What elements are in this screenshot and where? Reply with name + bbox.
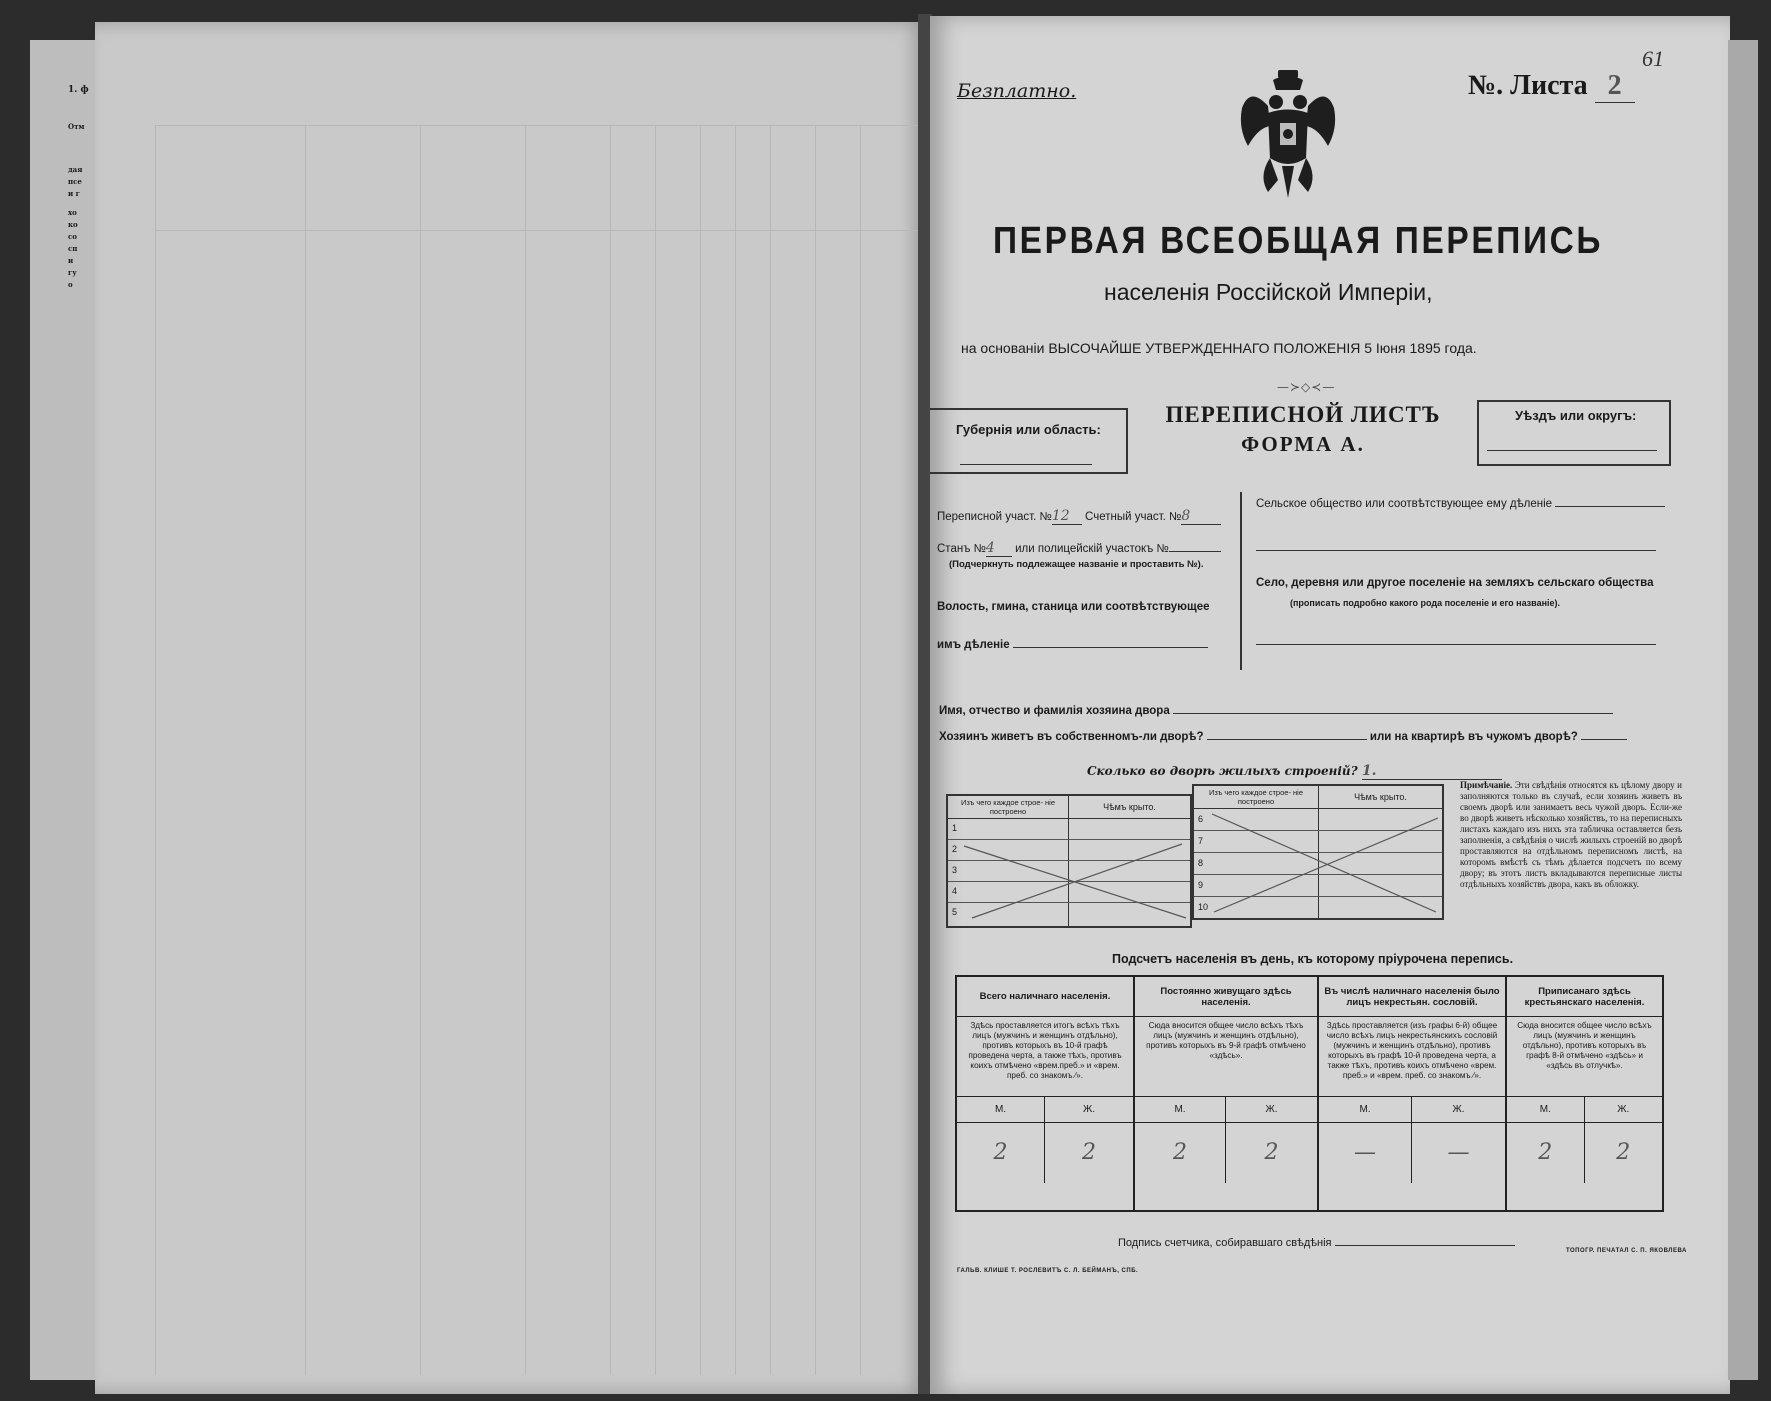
male-count: — bbox=[1319, 1123, 1412, 1183]
roof-header: Чѣмъ крыто. bbox=[1354, 792, 1407, 802]
row-number: 5 bbox=[952, 907, 958, 917]
male-header: М. bbox=[1507, 1097, 1585, 1123]
stan-field bbox=[937, 540, 1221, 557]
buildings-count-label: Сколько во дворѣ жилыхъ строеній? bbox=[1087, 764, 1358, 778]
female-header: Ж. bbox=[1045, 1097, 1133, 1123]
police-label: или полицейскій участокъ № bbox=[1015, 543, 1169, 555]
signature-label: Подпись счетчика, собиравшаго свѣдѣнія bbox=[1118, 1237, 1332, 1249]
underlying-page-text: 1. ф bbox=[68, 85, 89, 95]
society-value bbox=[1256, 528, 1656, 551]
col-description: Здѣсь проставляется итогъ всѣхъ тѣхъ лицъ (мужчинъ и женщинъ отдѣльно), противъ которыхъ въ 10-й графѣ проведена черта, а также тѣхъ, противъ коихъ отмѣчено «врем.преб.» и «врем. преб. со знакомъ ⁄». bbox=[957, 1017, 1133, 1097]
underlying-page-text: ко bbox=[68, 220, 78, 229]
underlying-page-text: о bbox=[68, 280, 73, 289]
population-col-permanent bbox=[1135, 977, 1319, 1210]
underlying-page-text: и г bbox=[68, 189, 80, 198]
underlying-page-text: со bbox=[68, 232, 77, 241]
stan-label: Станъ № bbox=[937, 543, 986, 555]
rent-label: или на квартирѣ въ чужомъ дворѣ? bbox=[1369, 731, 1578, 743]
female-count: 2 bbox=[1616, 1140, 1631, 1165]
rent-value bbox=[1581, 739, 1627, 740]
residence-field bbox=[939, 731, 1627, 743]
lives-value bbox=[1207, 739, 1367, 740]
buildings-count-field bbox=[1087, 763, 1502, 780]
volost-label-2: имъ дѣленіе bbox=[937, 639, 1010, 651]
village-value bbox=[1256, 622, 1656, 645]
male-count: 2 bbox=[1507, 1123, 1585, 1183]
female-header: Ж. bbox=[1412, 1097, 1505, 1123]
col-description: Сюда вносится общее число всѣхъ лицъ (мужчинъ и женщинъ отдѣльно), противъ которыхъ въ графѣ 8-й отмѣчено «здѣсь» и «здѣсь въ отлучкѣ». bbox=[1507, 1017, 1662, 1097]
underlying-page-text: дая bbox=[68, 165, 83, 174]
material-header: Изъ чего каждое строе- ніе построено bbox=[1208, 788, 1304, 806]
owner-label: Имя, отчество и фамилія хозяина двора bbox=[939, 705, 1170, 717]
gubernia-value bbox=[960, 446, 1092, 465]
female-header: Ж. bbox=[1226, 1097, 1317, 1123]
census-area-label: Переписной участ. № bbox=[937, 511, 1052, 523]
population-title: Подсчетъ населенія въ день, къ которому пріурочена перепись. bbox=[1112, 952, 1514, 966]
form-name: ФОРМА А. bbox=[1241, 432, 1365, 456]
male-header: М. bbox=[1319, 1097, 1412, 1123]
sheet-heading bbox=[1128, 402, 1478, 470]
society-field bbox=[1256, 498, 1665, 510]
count-area-value: 8 bbox=[1181, 508, 1221, 525]
underlying-page-text: сп bbox=[68, 244, 78, 253]
col-description: Сюда вносится общее число всѣхъ тѣхъ лицъ (мужчинъ и женщинъ отдѣльно), противъ которыхъ въ 9-й графѣ отмѣчено «здѣсь». bbox=[1135, 1017, 1317, 1097]
row-number: 4 bbox=[952, 886, 958, 896]
cross-out-mark bbox=[962, 842, 1188, 922]
society-label: Сельское общество или соотвѣтствующее ему дѣленіе bbox=[1256, 498, 1553, 510]
ornament-divider: —≻◇≺— bbox=[1277, 380, 1336, 394]
col-header: Всего наличнаго населенія. bbox=[957, 977, 1133, 1017]
male-count: 2 bbox=[957, 1123, 1045, 1183]
left-page-bleed-grid bbox=[155, 125, 920, 1375]
sheet-number-value: 2 bbox=[1595, 70, 1635, 103]
population-col-non-peasant bbox=[1319, 977, 1507, 1210]
note-label: Примѣчаніе. bbox=[1460, 780, 1513, 790]
free-of-charge-label: Безплатно. bbox=[957, 80, 1077, 102]
imperial-eagle-emblem bbox=[1238, 68, 1338, 203]
buildings-table-right bbox=[1192, 784, 1444, 920]
male-count: 2 bbox=[1135, 1123, 1226, 1183]
legal-basis-text: на основаніи ВЫСОЧАЙШЕ УТВЕРЖДЕННАГО ПОЛОЖЕНІЯ 5 Іюня 1895 года. bbox=[961, 340, 1477, 356]
population-col-registered-peasants bbox=[1507, 977, 1662, 1210]
female-count: — bbox=[1447, 1140, 1470, 1165]
note-body: Эти свѣдѣнія относятся къ цѣлому двору и заполняются только въ случаѣ, если хозяинъ живетъ въ своемъ дворѣ или занимаетъ весь чужой дворъ. Если-же во дворѣ живетъ нѣсколько хозяйствъ, то на переписныхъ листахъ каждаго изъ нихъ эта табличка оставляется безъ заполненія, а свѣдѣнія о числѣ жилыхъ строеній во дворѣ проставляются на отдѣльномъ переписномъ листѣ, на которомъ вмѣстѣ съ тѣмъ дѣлается подсчетъ по всему двору; въ этотъ листъ вкладываются переписные листы отдѣльныхъ хозяйствъ двора, какъ въ обложку. bbox=[1460, 780, 1682, 889]
sheet-title: ПЕРЕПИСНОЙ ЛИСТЪ bbox=[1165, 402, 1441, 427]
row-number: 8 bbox=[1198, 858, 1204, 868]
page-number: 61 bbox=[1642, 46, 1664, 71]
male-header: М. bbox=[957, 1097, 1045, 1123]
female-count: 2 bbox=[1264, 1140, 1279, 1165]
stan-value: 4 bbox=[986, 540, 1012, 557]
count-area-label: Счетный участ. № bbox=[1085, 511, 1182, 523]
row-number: 6 bbox=[1198, 814, 1204, 824]
col-header: Приписанаго здѣсь крестьянскаго населенія. bbox=[1507, 977, 1662, 1017]
underlying-page-text: хо bbox=[68, 208, 77, 217]
lives-label: Хозяинъ живетъ въ собственномъ-ли дворѣ? bbox=[939, 731, 1204, 743]
col-header: Постоянно живущаго здѣсь населенія. bbox=[1135, 977, 1317, 1017]
signature-field bbox=[1118, 1237, 1515, 1249]
fields-divider bbox=[1240, 492, 1242, 670]
page-subtitle: населенія Россійской Имперіи, bbox=[1104, 279, 1433, 305]
col-description: Здѣсь проставляется (изъ графы 6-й) общее число всѣхъ лицъ некрестьянскихъ сословій (мужчинъ и женщинъ отдѣльно), противъ которыхъ въ графѣ 10-й проведена черта, а также тѣхъ, противъ коихъ отмѣчено «врем. преб.» и «врем. преб. со знакомъ ⁄». bbox=[1319, 1017, 1505, 1097]
female-count: 2 bbox=[1082, 1140, 1096, 1165]
underlying-page-text: и bbox=[68, 256, 74, 265]
uezd-label: Уѣздъ или округъ: bbox=[1515, 408, 1637, 423]
material-header: Изъ чего каждое строе- ніе построено bbox=[960, 798, 1056, 816]
female-header: Ж. bbox=[1585, 1097, 1663, 1123]
printer-imprint-left: ГАЛЬВ. КЛИШЕ Т. РОСЛЕВИТЪ С. Л. БЕЙМАНЪ, СПБ. bbox=[957, 1268, 1139, 1274]
police-value bbox=[1169, 551, 1221, 552]
uezd-value bbox=[1487, 432, 1657, 451]
population-col-total bbox=[957, 977, 1135, 1210]
owner-value bbox=[1173, 713, 1613, 714]
row-number: 7 bbox=[1198, 836, 1204, 846]
gubernia-box bbox=[930, 408, 1128, 474]
roof-header: Чѣмъ крыто. bbox=[1103, 802, 1156, 812]
signature-value bbox=[1335, 1245, 1515, 1246]
underline-hint: (Подчеркнуть подлежащее названіе и проставить №). bbox=[949, 559, 1204, 570]
village-hint: (прописать подробно какого рода поселеніе и его названіе). bbox=[1290, 598, 1561, 608]
uezd-box bbox=[1477, 400, 1671, 466]
census-area-value: 12 bbox=[1052, 508, 1082, 525]
village-label: Село, деревня или другое поселеніе на земляхъ сельскаго общества bbox=[1256, 577, 1654, 589]
sheet-number-field bbox=[1468, 70, 1635, 103]
underlying-page-text: Отм bbox=[68, 122, 85, 131]
buildings-count-value: 1. bbox=[1362, 763, 1502, 780]
gubernia-label: Губернія или область: bbox=[956, 422, 1101, 437]
page-title: ПЕРВАЯ ВСЕОБЩАЯ ПЕРЕПИСЬ bbox=[993, 220, 1604, 262]
row-number: 9 bbox=[1198, 880, 1204, 890]
note-text bbox=[1460, 780, 1682, 890]
underlying-page-text: гу bbox=[68, 268, 77, 277]
population-table bbox=[955, 975, 1664, 1212]
volost-field bbox=[937, 639, 1208, 651]
row-number: 3 bbox=[952, 865, 958, 875]
sheet-number-label: №. Листа bbox=[1468, 70, 1588, 101]
owner-field bbox=[939, 705, 1613, 717]
cross-out-mark bbox=[1210, 812, 1440, 916]
male-header: М. bbox=[1135, 1097, 1226, 1123]
page-stack-edge bbox=[1728, 40, 1758, 1380]
row-number: 10 bbox=[1198, 902, 1209, 912]
underlying-page-text: псе bbox=[68, 177, 82, 186]
volost-label: Волость, гмина, станица или соотвѣтствующее bbox=[937, 601, 1210, 613]
buildings-table-left bbox=[946, 794, 1192, 928]
row-number: 2 bbox=[952, 844, 958, 854]
printer-imprint-right: ТОПОГР. ПЕЧАТАЛ С. П. ЯКОВЛЕВА bbox=[1566, 1248, 1687, 1254]
census-area-field bbox=[937, 508, 1221, 525]
col-header: Въ числѣ наличнаго населенія было лицъ некрестьян. сословій. bbox=[1319, 977, 1505, 1017]
row-number: 1 bbox=[952, 823, 958, 833]
volost-value bbox=[1013, 647, 1208, 648]
